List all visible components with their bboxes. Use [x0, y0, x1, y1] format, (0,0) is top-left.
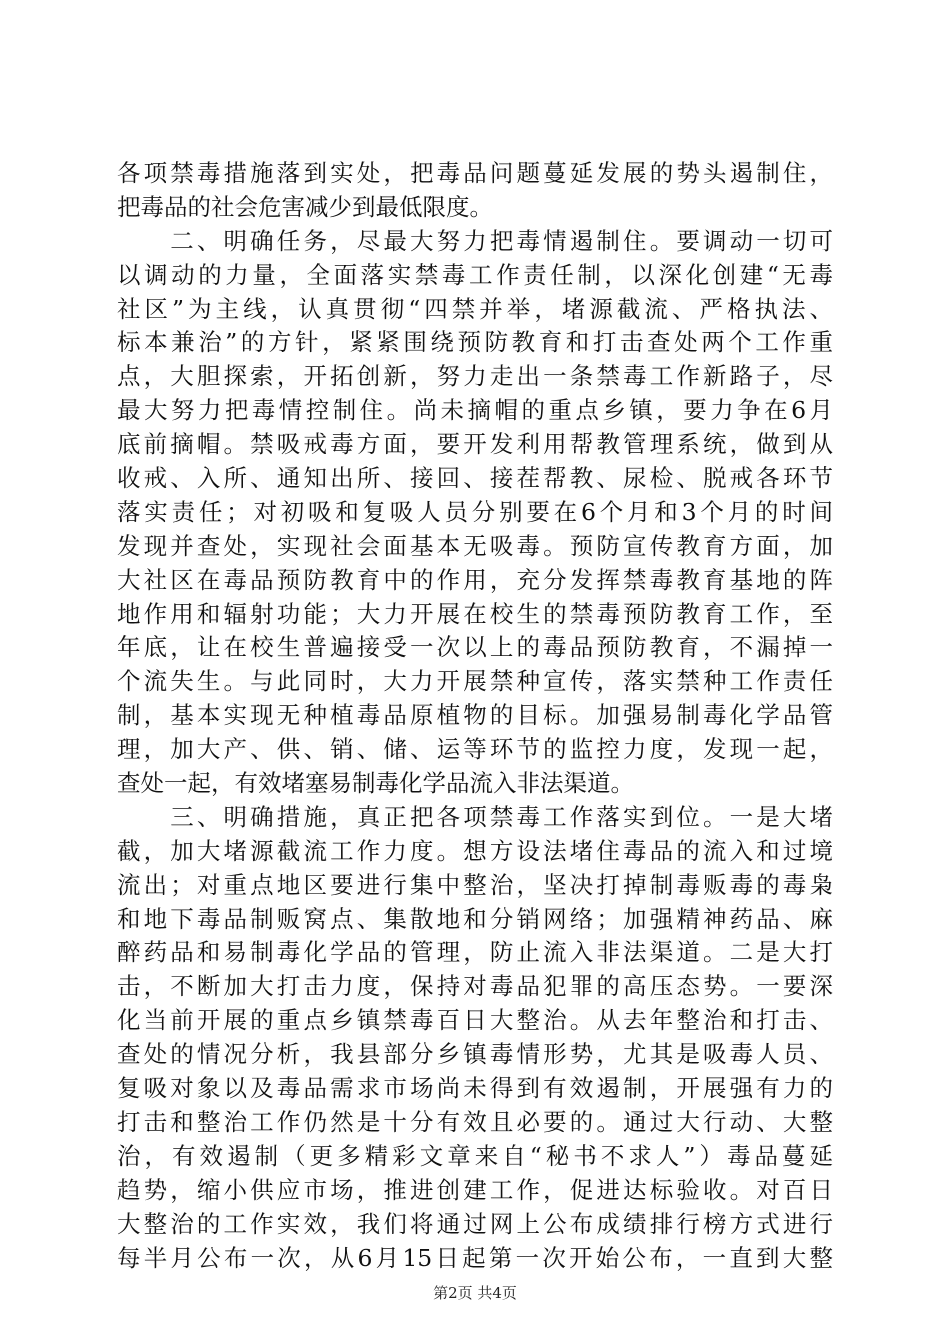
text-line: 底前摘帽。禁吸戒毒方面，要开发利用帮教管理系统，做到从 — [117, 430, 833, 459]
text-line: 理，加大产、供、销、储、运等环节的监控力度，发现一起， — [117, 735, 833, 764]
text-line: 流出；对重点地区要进行集中整治，坚决打掉制毒贩毒的毒枭 — [117, 870, 833, 899]
page-footer: 第2页 共4页 — [433, 1284, 517, 1302]
text-line: 复吸对象以及毒品需求市场尚未得到有效遏制，开展强有力的 — [117, 1074, 833, 1103]
text-line: 落实责任；对初吸和复吸人员分别要在6个月和3个月的时间 — [117, 497, 833, 526]
text-line: 发现并查处，实现社会面基本无吸毒。预防宣传教育方面，加 — [117, 531, 833, 560]
text-line: 把毒品的社会危害减少到最低限度。 — [117, 192, 493, 221]
text-line: 大整治的工作实效，我们将通过网上公布成绩排行榜方式进行 — [117, 1209, 833, 1238]
text-line: 点，大胆探索，开拓创新，努力走出一条禁毒工作新路子，尽 — [117, 362, 833, 391]
text-line: 治，有效遏制（更多精彩文章来自“秘书不求人”）毒品蔓延 — [117, 1141, 833, 1170]
text-line: 社区”为主线，认真贯彻“四禁并举，堵源截流、严格执法、 — [117, 294, 833, 323]
text-line: 收戒、入所、通知出所、接回、接茬帮教、尿检、脱戒各环节 — [117, 464, 833, 493]
text-line: 每半月公布一次，从6月15日起第一次开始公布，一直到大整 — [117, 1243, 833, 1272]
text-line: 最大努力把毒情控制住。尚未摘帽的重点乡镇，要力争在6月 — [117, 396, 833, 425]
text-line: 制，基本实现无种植毒品原植物的目标。加强易制毒化学品管 — [117, 701, 833, 730]
text-line: 标本兼治”的方针，紧紧围绕预防教育和打击查处两个工作重 — [117, 328, 833, 357]
text-line: 地作用和辐射功能；大力开展在校生的禁毒预防教育工作，至 — [117, 599, 833, 628]
body-text — [117, 157, 833, 1275]
text-line: 个流失生。与此同时，大力开展禁种宣传，落实禁种工作责任 — [117, 667, 833, 696]
text-line: 年底，让在校生普遍接受一次以上的毒品预防教育，不漏掉一 — [117, 633, 833, 662]
text-line: 击，不断加大打击力度，保持对毒品犯罪的高压态势。一要深 — [117, 972, 833, 1001]
text-line: 化当前开展的重点乡镇禁毒百日大整治。从去年整治和打击、 — [117, 1006, 833, 1035]
text-line: 大社区在毒品预防教育中的作用，充分发挥禁毒教育基地的阵 — [117, 565, 833, 594]
text-line: 查处一起，有效堵塞易制毒化学品流入非法渠道。 — [117, 769, 634, 798]
text-line: 趋势，缩小供应市场，推进创建工作，促进达标验收。对百日 — [117, 1175, 833, 1204]
text-line: 和地下毒品制贩窝点、集散地和分销网络；加强精神药品、麻 — [117, 904, 833, 933]
text-line: 截，加大堵源截流工作力度。想方设法堵住毒品的流入和过境 — [117, 836, 833, 865]
text-line: 二、明确任务，尽最大努力把毒情遏制住。要调动一切可 — [117, 226, 833, 255]
text-line: 三、明确措施，真正把各项禁毒工作落实到位。一是大堵 — [117, 802, 833, 831]
text-line: 以调动的力量，全面落实禁毒工作责任制，以深化创建“无毒 — [117, 260, 833, 289]
text-line: 打击和整治工作仍然是十分有效且必要的。通过大行动、大整 — [117, 1107, 833, 1136]
text-line: 查处的情况分析，我县部分乡镇毒情形势，尤其是吸毒人员、 — [117, 1040, 833, 1069]
text-line: 醉药品和易制毒化学品的管理，防止流入非法渠道。二是大打 — [117, 938, 833, 967]
text-line: 各项禁毒措施落到实处，把毒品问题蔓延发展的势头遏制住， — [117, 159, 833, 187]
